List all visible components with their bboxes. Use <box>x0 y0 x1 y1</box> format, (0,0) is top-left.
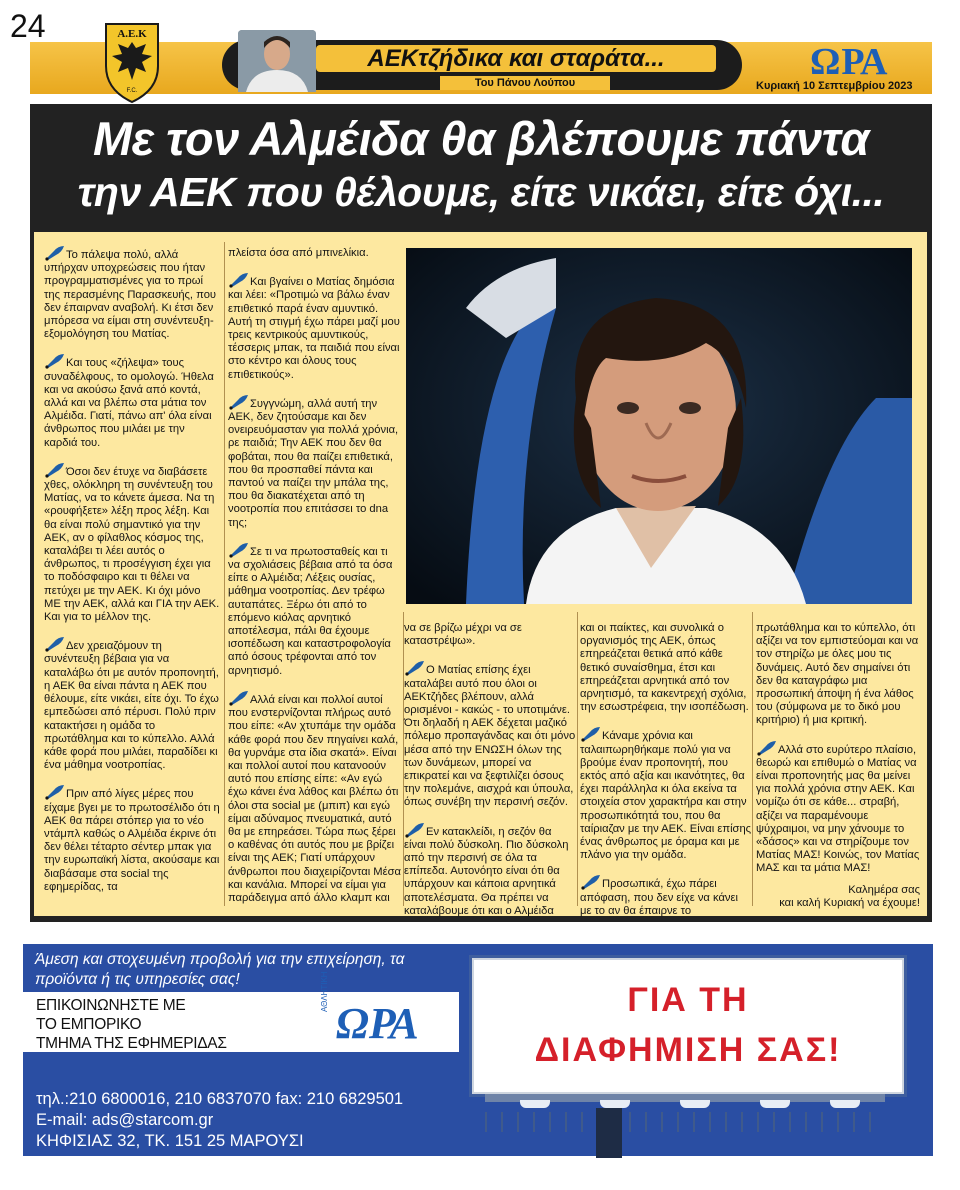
billboard-post <box>596 1108 622 1158</box>
paragraph: Εν κατακλείδι, η σεζόν θα είναι πολύ δύσκολη. Πιο δύσκολη από την περσινή σε όλα τα επίπεδα. Αυτονόητο είναι ότι θα υπάρχουν και κάποια αρνητικά αποτελέσματα. Θα πρέπει να καταλάβουμε ότι και ο Αλμέιδα <box>404 822 576 918</box>
billboard-truss <box>485 1112 885 1132</box>
columnist-photo <box>238 30 316 92</box>
billboard-line-2: ΔΙΑΦΗΜΙΣΗ ΣΑΣ! <box>534 1031 842 1069</box>
paragraph: Συγγνώμη, αλλά αυτή την ΑΕΚ, δεν ζητούσαμε και δεν ονειρευόμασταν για πολλά χρόνια, ρε παιδιά; Την ΑΕΚ που δεν θα φοβάται, που θα παίζει επιθετικά, που θα προσπαθεί πάντα και παντού να παίζει την μπάλα της, που θα διακατέχεται από τη νοοτροπία που επιτάσσει το dna της; <box>228 394 402 530</box>
article-column-2 <box>228 247 402 917</box>
lamp-icon <box>600 1100 630 1108</box>
signoff <box>756 884 920 910</box>
quill-pen-icon <box>228 690 250 706</box>
quill-pen-icon <box>756 740 778 756</box>
paragraph: Αλλά στο ευρύτερο πλαίσιο, θεωρώ και επιθυμώ ο Ματίας να είναι προπονητής μας θα μείνει για πολλά χρόνια στην ΑΕΚ. Και νομίζω ότι σε κάθε... στραβή, αξίζει να παραμένουμε ψύχραιμοι, να μην χάνουμε το «δάσος» και να στηρίζουμε τον Ματίας ΜΑΣ! Κοινώς, τον Ματίας ΜΑΣ και τα μάτια ΜΑΣ! <box>756 740 920 876</box>
paragraph: Προσωπικά, έχω πάρει απόφαση, που δεν είχε να κάνει με το αν θα έπαιρνε το <box>580 874 752 918</box>
paragraph: να σε βρίζω μέχρι να σε καταστρέψω». <box>404 622 522 648</box>
column-divider <box>577 612 578 906</box>
ad-blurb: Άμεση και στοχευμένη προβολή για την επιχείρηση, τα προϊόντα ή τις υπηρεσίες σας! <box>35 951 405 988</box>
headline-line-2: την ΑΕΚ που θέλουμε, είτε νικάει, είτε όχι... <box>77 169 885 215</box>
ad-details <box>36 1089 403 1152</box>
paragraph: Κάναμε χρόνια και ταλαιπωρηθήκαμε πολύ για να βρούμε έναν προπονητή, που εκτός από αξία και ικανότητες, θα έχει παράλληλα κι όλα εκείνα τα στοιχεία στον χαρακτήρα και στην προσωπικότητά του, που θα ταίριαζαν με την ΑΕΚ. Είναι επίσης ένας άνθρωπος με όραμα και με πλάνο για την ομάδα. <box>580 726 752 862</box>
paragraph: και οι παίκτες, και συνολικά ο οργανισμός της ΑΕΚ, όπως επηρεάζεται θετικά από κάθε θετικό συναίσθημα, έτσι και επηρεάζεται αρνητικά από τον αρνητισμό, τα κακεντρεχή σχόλια, την εσωστρέφεια, την ισοπέδωση. <box>580 622 749 714</box>
lamp-icon <box>760 1100 790 1108</box>
crest-text: Α.Ε.Κ <box>117 28 147 40</box>
column-divider <box>752 612 753 906</box>
quill-pen-icon <box>44 636 66 652</box>
quill-pen-icon <box>44 784 66 800</box>
quill-pen-icon <box>404 660 426 676</box>
quill-pen-icon <box>228 272 250 288</box>
quill-pen-icon <box>228 542 250 558</box>
ad-phone: τηλ.:210 6800016, 210 6837070 fax: 210 6829501 <box>36 1090 404 1108</box>
paragraph: Αλλά είναι και πολλοί αυτοί που ενστερνίζονται πλήρως αυτό που είπε: «Αν χτυπάμε την ομάδα κάθε φορά που δεν πηγαίνει καλά, θα γυρνάμε στα ίδια σκατά». Είναι και πολλοί αυτοί που κατανοούν αυτό που επίσης είπε: «Αν εγώ έχω κάνει ένα λάθος και βλέπω ότι όλοι στα social με (μπιπ) και εγώ είμαι αδύναμος πνευματικά, αυτό θα με επηρεάσει. Τώρα πως ξέρει ο καθένας ότι αυτός που με βρίζει είναι της ΑΕΚ; Γιατί υπάρχουν άνθρωποι που διαχειρίζονται Μέσα και κανάλια. Μπορεί να είμαι για παράδειγμα από άλλο κλαμπ και <box>228 690 402 905</box>
billboard-text <box>472 975 904 1075</box>
paragraph: Σε τι να πρωτοσταθείς και τι να σχολιάσεις βέβαια από τα όσα είπε ο Αλμέιδα; Λέξεις ουσίας, μάθημα νοοτροπίας. Δεν τρέφω αυταπάτες. Ξέρω ότι από το επόμενο κιόλας αρνητικό αποτέλεσμα, πάλι θα έχουμε ισοπέδωση και καταστροφολογία από όσους τρέφονται από τον αρνητισμό. <box>228 542 402 678</box>
ad-contact-line: ΤΟ ΕΜΠΟΡΙΚΟ <box>36 1016 142 1033</box>
coach-photo <box>406 248 912 604</box>
article-column-4 <box>580 622 752 930</box>
crest-subtext: F.C. <box>126 88 138 94</box>
aek-crest-icon <box>100 20 164 104</box>
ad-address: ΚΗΦΙΣΙΑΣ 32, ΤΚ. 151 25 ΜΑΡΟΥΣΙ <box>36 1132 304 1150</box>
headline <box>30 110 932 216</box>
quill-pen-icon <box>44 245 66 261</box>
billboard-line-1: ΓΙΑ ΤΗ <box>627 981 749 1019</box>
quill-pen-icon <box>580 726 602 742</box>
paragraph: Το πάλεψα πολύ, αλλά υπήρχαν υποχρεώσεις που ήταν προγραμματισμένες για το πρωί της περασμένης Παρασκευής, που δεν έπαιρναν αναβολή. Κι έτσι δεν μπόρεσα να είμαι στη συνέντευξη-εξομολόγηση του Ματίας. <box>44 245 220 341</box>
quill-pen-icon <box>44 353 66 369</box>
column-title: ΑΕΚτζήδικα και σταράτα... <box>316 45 716 72</box>
paragraph: Ο Ματίας επίσης έχει καταλάβει αυτό που όλοι οι ΑΕΚτζήδες βλέπουν, αλλά ορισμένοι - κακώς - το υποτιμάνε. Ότι δηλαδή η ΑΕΚ δέχεται μαζικό πόλεμο προπαγάνδας και ότι μόνο μέσα από την ΕΝΩΣΗ όλων της των δυνάμεων, μπορεί να επικρατεί και να ξεφτιλίζει όσους την πολεμάνε, αισχρά και ύπουλα, όπως συνέβη την περσινή σεζόν. <box>404 660 576 809</box>
ad-logo: ΩΡΑ <box>336 999 419 1048</box>
paragraph: πλείστα όσα από μπινελίκια. <box>228 247 369 259</box>
column-author: Του Πάνου Λούπου <box>440 76 610 90</box>
lamp-icon <box>520 1100 550 1108</box>
newspaper-logo: ΩΡΑ <box>810 41 889 83</box>
paragraph: Και βγαίνει ο Ματίας δημόσια και λέει: «Προτιμώ να βάλω έναν επιθετικό παρά έναν αμυντικό. Αυτή τη στιγμή έχω πάρει μαζί μου τρεις κεντρικούς αμυντικούς, τέσσερις μπακ, τα παιδιά που είναι στο κέντρο και όλους τους επιθετικούς». <box>228 272 402 382</box>
paragraph: Όσοι δεν έτυχε να διαβάσετε χθες, ολόκληρη τη συνέντευξη του Ματίας, να το κάνετε άμεσα. Να τη «ρουφήξετε» λέξη προς λέξη. Και θα είναι πολύ σημαντικό για την ΑΕΚ, αν ο φίλαθλος κόσμος της, καταλάβει τι λέει αυτός ο άνθρωπος, τι προσέγγιση έχει για το ποδόσφαιρο και τι θέλει να πετύχει με την ΑΕΚ. Κι όχι μόνο ΜΕ την ΑΕΚ, αλλά και ΓΙΑ την ΑΕΚ. Και για το μέλλον της. <box>44 462 220 624</box>
article-column-1 <box>44 245 220 906</box>
page-number: 24 <box>10 8 46 44</box>
quill-pen-icon <box>404 822 426 838</box>
article-column-3 <box>404 622 576 930</box>
signoff-line-2: και καλή Κυριακή να έχουμε! <box>779 896 920 909</box>
article-column-5 <box>756 622 920 910</box>
ad-contact <box>36 996 227 1053</box>
headline-line-1: Με τον Αλμέιδα θα βλέπουμε πάντα <box>92 112 870 165</box>
ad-contact-line: ΤΜΗΜΑ ΤΗΣ ΕΦΗΜΕΡΙΔΑΣ <box>36 1035 227 1052</box>
ad-logo-small: ΑΘΛΗΤΙΚΗ <box>320 971 329 1012</box>
column-divider <box>224 242 225 906</box>
paragraph: Πριν από λίγες μέρες που είχαμε βγει με το πρωτοσέλιδο ότι η ΑΕΚ θα πάρει στόπερ για το νέο ντάμπλ καθώς ο Αλμέιδα έκρινε ότι δεν θέλει τέταρτο σέντερ μπακ για την ευρωπαϊκή λίστα, ακούσαμε και διαβάσαμε στα social της εφημερίδας, τα <box>44 784 220 894</box>
signoff-line-1: Καλημέρα σας <box>848 883 920 896</box>
paragraph: Δεν χρειαζόμουν τη συνέντευξη βέβαια για να καταλάβω ότι με αυτόν προπονητή, η ΑΕΚ θα είναι πάντα η ΑΕΚ που θέλουμε, είτε νικάει, είτε όχι. Το έχω εμπεδώσει από πέρυσι. Πολύ πριν κατακτήσει η ομάδα το πρωτάθλημα και το κύπελλο. Αλλά κάθε φορά που μιλάει, παραδίδει κι ένα μάθημα νοοτροπίας. <box>44 636 220 772</box>
ad-contact-line: ΕΠΙΚΟΙΝΩΝΗΣΤΕ ΜΕ <box>36 997 186 1014</box>
lamp-icon <box>680 1100 710 1108</box>
lamp-icon <box>830 1100 860 1108</box>
quill-pen-icon <box>228 394 250 410</box>
paragraph: πρωτάθλημα και το κύπελλο, ότι αξίζει να τον εμπιστεύομαι και να τον στηρίζω με όλες μου τις δυνάμεις. Αυτό δεν σημαίνει ότι δεν θα καταγράφω μια προσωπική άποψη ή ένα λάθος του (σύμφωνα με το δικό μου κριτήριο) ή μια κριτική. <box>756 622 919 727</box>
quill-pen-icon <box>44 462 66 478</box>
publication-date: Κυριακή 10 Σεπτεμβρίου 2023 <box>756 80 913 92</box>
ad-email[interactable]: E-mail: ads@starcom.gr <box>36 1111 214 1129</box>
quill-pen-icon <box>580 874 602 890</box>
paragraph: Και τους «ζήλεψα» τους συναδέλφους, το ομολογώ. Ήθελα και να ακούσω ξανά από κοντά, αλλά και να βλέπω στα μάτια τον Αλμέιδα. Γιατί, πάνω απ' όλα είναι άνθρωπος που μιλάει με την καρδιά του. <box>44 353 220 449</box>
